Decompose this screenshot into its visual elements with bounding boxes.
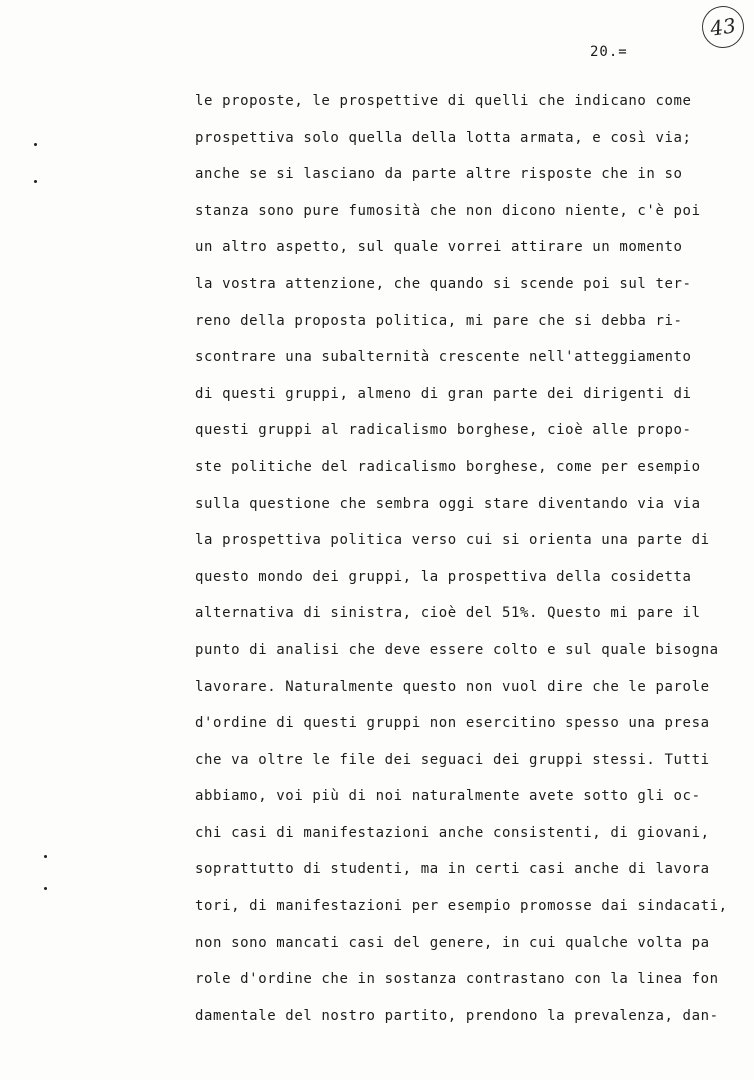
margin-mark	[44, 855, 47, 858]
text-line: soprattutto di studenti, ma in certi casi anche di lavora	[195, 861, 710, 878]
text-line: punto di analisi che deve essere colto e sul quale bisogna	[195, 641, 719, 658]
text-line: che va oltre le file dei seguaci dei gruppi stessi. Tutti	[195, 751, 710, 768]
text-line: sulla questione che sembra oggi stare diventando via via	[195, 495, 701, 512]
text-line: scontrare una subalternità crescente nell'atteggiamento	[195, 349, 692, 366]
text-line: chi casi di manifestazioni anche consistenti, di giovani,	[195, 824, 710, 841]
text-line: non sono mancati casi del genere, in cui qualche volta pa	[195, 934, 710, 951]
text-line: prospettiva solo quella della lotta armata, e così via;	[195, 129, 692, 146]
archive-number-stamp: 43	[699, 3, 746, 50]
text-line: reno della proposta politica, mi pare che si debba ri-	[195, 312, 683, 329]
text-line: lavorare. Naturalmente questo non vuol dire che le parole	[195, 678, 710, 695]
text-line: le proposte, le prospettive di quelli che indicano come	[195, 93, 692, 109]
text-line: abbiamo, voi più di noi naturalmente avete sotto gli oc-	[195, 788, 701, 805]
text-line: d'ordine di questi gruppi non esercitino spesso una presa	[195, 715, 710, 732]
body-text	[195, 90, 728, 1041]
text-line: ste politiche del radicalismo borghese, come per esempio	[195, 458, 701, 475]
text-line: alternativa di sinistra, cioè del 51%. Questo mi pare il	[195, 605, 701, 622]
text-line: anche se si lasciano da parte altre risposte che in so	[195, 166, 683, 183]
text-line: la vostra attenzione, che quando si scende poi sul ter-	[195, 275, 692, 292]
text-line: la prospettiva politica verso cui si orienta una parte di	[195, 532, 710, 549]
margin-mark	[34, 143, 37, 146]
text-line: di questi gruppi, almeno di gran parte dei dirigenti di	[195, 385, 692, 402]
text-line: un altro aspetto, sul quale vorrei attirare un momento	[195, 239, 683, 256]
text-line: stanza sono pure fumosità che non dicono niente, c'è poi	[195, 202, 701, 219]
text-line: damentale del nostro partito, prendono la prevalenza, dan-	[195, 1007, 719, 1024]
text-line: questi gruppi al radicalismo borghese, cioè alle propo-	[195, 422, 692, 439]
text-line: questo mondo dei gruppi, la prospettiva della cosidetta	[195, 568, 692, 585]
margin-mark	[44, 887, 47, 890]
page-number: 20.=	[590, 44, 628, 60]
text-line: role d'ordine che in sostanza contrastano con la linea fon	[195, 971, 719, 988]
margin-mark	[34, 180, 37, 183]
text-line: tori, di manifestazioni per esempio promosse dai sindacati,	[195, 898, 728, 915]
